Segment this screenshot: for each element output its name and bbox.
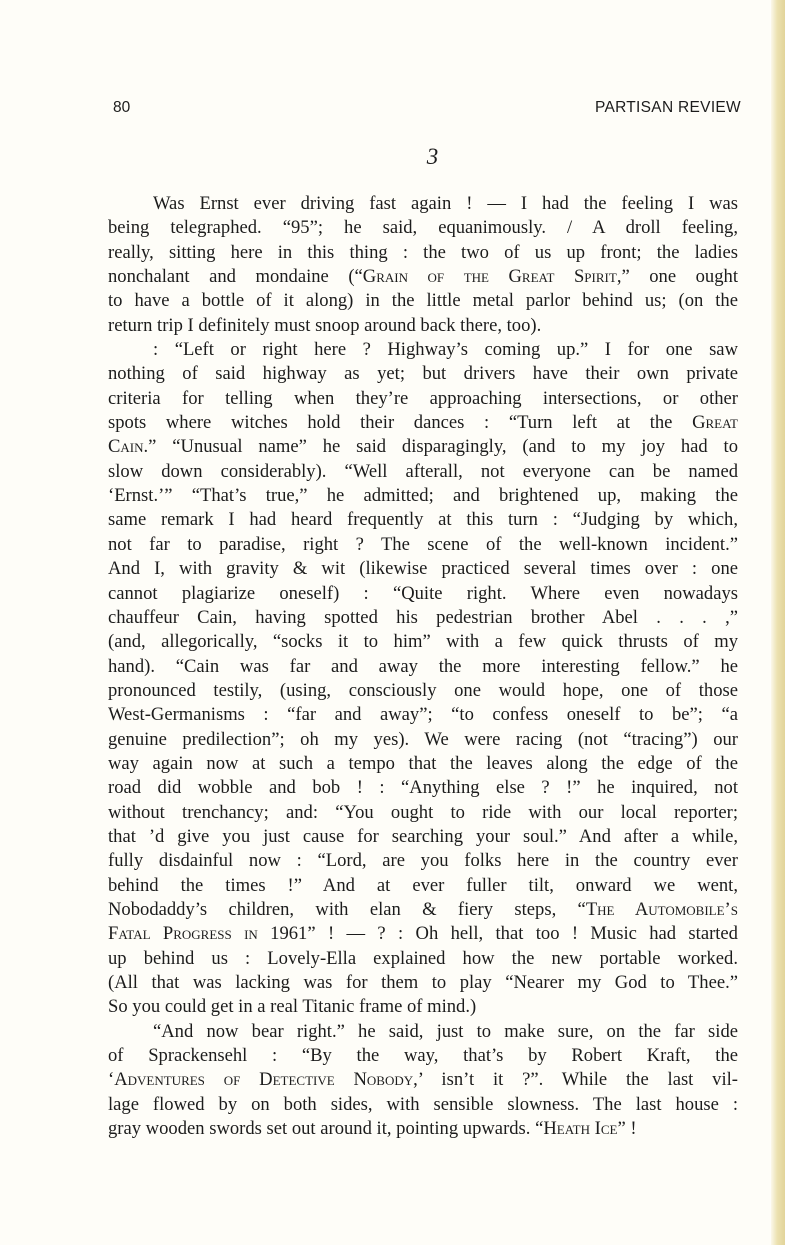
text-line: [108, 655, 738, 679]
text-run: nonchalant and mondaine (“: [108, 266, 363, 288]
text-line: [108, 508, 738, 532]
text-line: [108, 801, 738, 825]
text-run: “And now bear right.” he said, just to make sure, on the far side: [153, 1020, 738, 1042]
section-number-label: 3: [426, 144, 439, 169]
text-run: ” !: [617, 1118, 637, 1140]
text-line: [108, 776, 738, 800]
text-line: [108, 192, 738, 216]
text-run: hand). “Cain was far and away the more interesting fellow.” he: [108, 655, 738, 677]
text-line: [108, 947, 738, 971]
running-head: [113, 99, 741, 121]
journal-title: PARTISAN REVIEW: [594, 99, 741, 116]
text-line: [108, 387, 738, 411]
section-number: [0, 144, 785, 176]
text-run: pronounced testily, (using, consciously one would hope, one of those: [108, 679, 738, 701]
text-line: [108, 752, 738, 776]
text-run: cannot plagiarize oneself) : “Quite right. Where even nowadays: [108, 582, 738, 604]
text-line: [108, 971, 738, 995]
text-line: [108, 484, 738, 508]
text-run: lage flowed by on both sides, with sensible slowness. The last house :: [108, 1093, 738, 1115]
small-caps-run: Heath Ice: [543, 1118, 618, 1140]
text-line: [108, 582, 738, 606]
text-line: [108, 1020, 738, 1044]
text-line: [108, 216, 738, 240]
page-edge: [771, 0, 785, 1245]
text-run: Nobodaddy’s children, with elan & fiery steps, “: [108, 898, 586, 920]
text-line: [108, 995, 738, 1019]
text-run: : “Left or right here ? Highway’s coming up.” I for one saw: [153, 339, 738, 361]
text-line: [108, 606, 738, 630]
text-run: without trenchancy; and: “You ought to ride with our local reporter;: [108, 801, 738, 823]
text-run: So you could get in a real Titanic frame of mind.): [108, 996, 477, 1018]
text-line: [108, 289, 738, 313]
small-caps-run: Adventures of Detective Nobody: [114, 1069, 414, 1091]
text-line: [108, 557, 738, 581]
paragraph: [108, 192, 738, 338]
text-run: .” “Unusual name” he said disparagingly, (and to my joy had to: [143, 436, 738, 458]
text-line: [108, 1117, 738, 1141]
text-run: Was Ernst ever driving fast again ! — I had the feeling I was: [153, 193, 738, 214]
text-line: [108, 362, 738, 386]
text-run: (and, allegorically, “socks it to him” with a few quick thrusts of my: [108, 631, 738, 653]
text-run: (All that was lacking was for them to play “Nearer my God to Thee.”: [108, 972, 738, 993]
small-caps-run: Great: [692, 412, 738, 434]
page-number: 80: [113, 99, 131, 116]
text-line: [108, 241, 738, 265]
text-run: ‘: [108, 1069, 115, 1091]
text-run: 1961” ! — ? : Oh hell, that too ! Music had started: [257, 923, 738, 945]
paragraph: [108, 338, 738, 1020]
text-line: [108, 314, 738, 338]
text-line: [108, 825, 738, 849]
text-run: ,’ isn’t it ?”. While the last vil-: [413, 1069, 738, 1091]
text-line: [108, 679, 738, 703]
text-run: road did wobble and bob ! : “Anything else ? !” he inquired, not: [108, 777, 738, 799]
small-caps-run: Grain of the Great Spirit: [362, 266, 617, 288]
text-run: nothing of said highway as yet; but drivers have their own private: [108, 363, 738, 385]
text-run: way again now at such a tempo that the leaves along the edge of the: [108, 752, 738, 774]
small-caps-run: Fatal Progress in: [108, 923, 258, 945]
text-run: ,” one ought: [616, 266, 738, 288]
text-line: [108, 703, 738, 727]
text-run: West-Germanisms : “far and away”; “to confess oneself to be”; “a: [108, 704, 738, 726]
text-line: [108, 922, 738, 946]
text-run: spots where witches hold their dances : “Turn left at the: [108, 412, 693, 434]
text-run: really, sitting here in this thing : the two of us up front; the ladies: [108, 241, 738, 263]
body-text: [108, 192, 738, 1141]
text-run: of Sprackensehl : “By the way, that’s by Robert Kraft, the: [108, 1045, 738, 1067]
text-run: that ’d give you just cause for searching your soul.” And after a while,: [108, 825, 738, 847]
text-run: not far to paradise, right ? The scene of the well-known incident.”: [108, 533, 738, 555]
text-line: [108, 1044, 738, 1068]
text-run: same remark I had heard frequently at this turn : “Judging by which,: [108, 509, 738, 531]
text-run: chauffeur Cain, having spotted his pedestrian brother Abel . . . ,”: [108, 606, 738, 628]
text-run: fully disdainful now : “Lord, are you folks here in the country ever: [108, 850, 738, 872]
text-line: [108, 411, 738, 435]
text-line: [108, 460, 738, 484]
text-line: [108, 533, 738, 557]
text-run: slow down considerably). “Well afterall, not everyone can be named: [108, 460, 738, 482]
text-run: criteria for telling when they’re approaching intersections, or other: [108, 387, 738, 409]
text-line: [108, 338, 738, 362]
small-caps-run: The Automobile’s: [585, 898, 738, 920]
text-line: [108, 849, 738, 873]
text-line: [108, 630, 738, 654]
text-run: return trip I definitely must snoop around back there, too).: [108, 314, 542, 336]
text-run: ‘Ernst.’” “That’s true,” he admitted; and brightened up, making the: [108, 485, 738, 507]
text-line: [108, 265, 738, 289]
text-run: gray wooden swords set out around it, pointing upwards. “: [108, 1118, 544, 1140]
text-run: being telegraphed. “95”; he said, equanimously. / A droll feeling,: [108, 217, 738, 239]
text-line: [108, 435, 738, 459]
text-line: [108, 898, 738, 922]
text-run: behind the times !” And at ever fuller tilt, onward we went,: [108, 874, 738, 896]
paragraph: [108, 1020, 738, 1142]
text-line: [108, 1093, 738, 1117]
text-line: [108, 874, 738, 898]
text-run: And I, with gravity & wit (likewise practiced several times over : one: [108, 558, 738, 580]
text-run: to have a bottle of it along) in the little metal parlor behind us; (on the: [108, 290, 738, 312]
text-run: genuine predilection”; oh my yes). We were racing (not “tracing”) our: [108, 728, 738, 750]
text-line: [108, 728, 738, 752]
small-caps-run: Cain: [108, 436, 144, 458]
text-line: [108, 1068, 738, 1092]
text-run: up behind us : Lovely-Ella explained how the new portable worked.: [108, 947, 738, 969]
